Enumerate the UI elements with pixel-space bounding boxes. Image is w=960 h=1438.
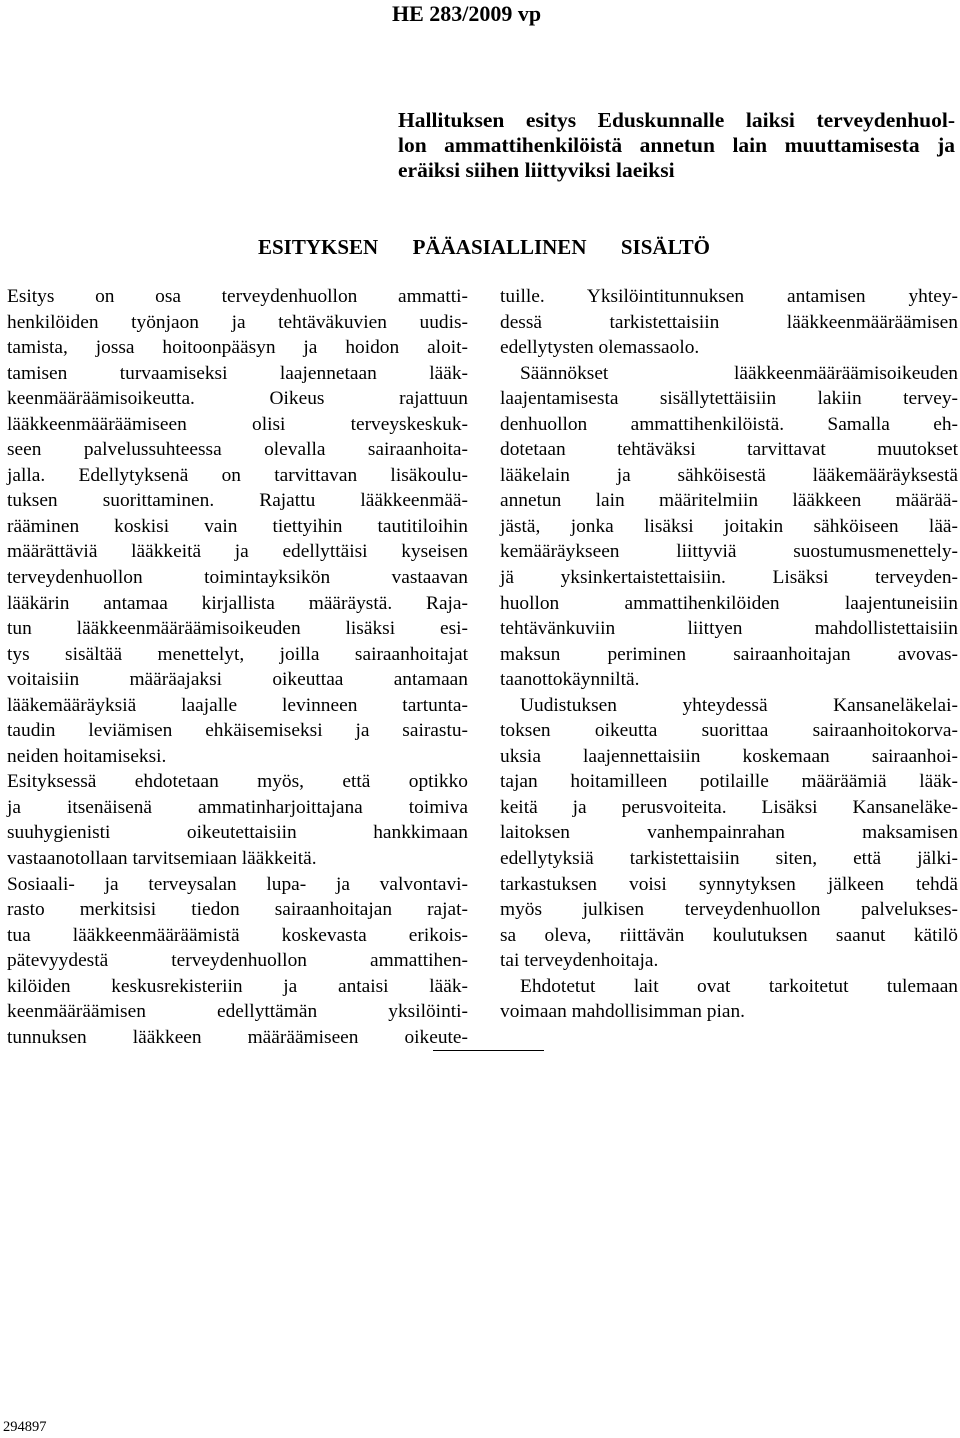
text-line: denhuollon ammattihenkilöistä. Samalla eh- xyxy=(500,413,958,435)
document-title xyxy=(398,108,955,183)
text-line: Ehdotetut lait ovat tarkoitetut tulemaan xyxy=(520,975,958,997)
section-heading: ESITYKSEN PÄÄASIALLINEN SISÄLTÖ xyxy=(258,235,710,259)
end-separator-line xyxy=(433,1050,544,1051)
text-line: jästä, jonka lisäksi joitakin sähköiseen lää- xyxy=(500,515,958,537)
text-line: lääkelain ja sähköisestä lääkemääräyksestä xyxy=(500,464,958,486)
text-line: sa oleva, riittävän koulutuksen saanut kätilö xyxy=(500,924,958,946)
text-line: määrättäviä lääkkeitä ja edellyttäisi kyseisen xyxy=(7,541,468,563)
text-line: tajan hoitamilleen potilaille määräämiä lääk- xyxy=(500,771,958,793)
text-line: tamista, jossa hoitoonpääsyn ja hoidon aloit- xyxy=(7,337,468,359)
text-line: huollon ammattihenkilöiden laajentuneisiin xyxy=(500,592,958,614)
text-line: neiden hoitamiseksi. xyxy=(7,745,167,767)
left-paragraph-2 xyxy=(7,769,468,871)
text-line: tua lääkkeenmääräämistä koskevasta erikois- xyxy=(7,924,468,946)
left-paragraph-1 xyxy=(7,284,468,769)
text-line: keitä ja perusvoiteita. Lisäksi Kansaneläke- xyxy=(500,796,958,818)
text-line: keenmääräämisen edellyttämän yksilöinti- xyxy=(7,1001,468,1023)
text-line: tys sisältää menettelyt, joilla sairaanhoitajat xyxy=(7,643,468,665)
right-paragraph-4 xyxy=(500,974,958,1025)
text-line: Hallituksen esitys Eduskunnalle laiksi terveydenhuol- xyxy=(398,108,955,132)
right-column xyxy=(500,284,958,1025)
document-id: HE 283/2009 vp xyxy=(392,1,542,26)
text-line: kemääräykseen liittyviä suostumusmenettely- xyxy=(500,541,958,563)
text-line: dessä tarkistettaisiin lääkkeenmääräämisen xyxy=(500,311,958,333)
text-line: Säännökset lääkkeenmääräämisoikeuden xyxy=(520,362,958,384)
text-line: ja itsenäisenä ammatinharjoittajana toimiva xyxy=(7,796,468,818)
text-line: uksia laajennettaisiin koskemaan sairaanhoi- xyxy=(500,745,958,767)
left-column xyxy=(7,284,468,1050)
text-line: jä yksinkertaistettaisiin. Lisäksi terveyden- xyxy=(500,567,958,589)
text-line: seen palvelussuhteessa olevalla sairaanhoita- xyxy=(7,439,468,461)
left-paragraph-3 xyxy=(7,872,468,1051)
text-line: Sosiaali- ja terveysalan lupa- ja valvontavi- xyxy=(7,873,468,895)
text-line: lääkemääräyksiä laajalle levinneen tartunta- xyxy=(7,694,468,716)
text-line: terveydenhuollon toimintayksikön vastaavan xyxy=(7,567,468,589)
text-line: lääkkeenmääräämiseen olisi terveyskeskuk- xyxy=(7,413,468,435)
text-line: tuksen suorittaminen. Rajattu lääkkeenmää- xyxy=(7,490,468,512)
text-line: tun lääkkeenmääräämisoikeuden lisäksi esi- xyxy=(7,618,468,640)
text-line: toksen oikeutta suorittaa sairaanhoitokorva- xyxy=(500,720,958,742)
text-line: maksun periminen sairaanhoitajan avovas- xyxy=(500,643,958,665)
text-line: lääkärin antamaa kirjallista määräystä. Raja- xyxy=(7,592,468,614)
text-line: tai terveydenhoitaja. xyxy=(500,950,659,972)
text-line: tehtävänkuviin liittyen mahdollistettaisiin xyxy=(500,618,958,640)
text-line: eräiksi siihen liittyviksi laeiksi xyxy=(398,158,675,182)
text-line: suuhygienisti oikeutettaisiin hankkimaan xyxy=(7,822,468,844)
text-line: lon ammattihenkilöistä annetun lain muuttamisesta ja xyxy=(398,133,955,157)
text-line: tamisen turvaamiseksi laajennetaan lääk- xyxy=(7,362,468,384)
text-line: Esityksessä ehdotetaan myös, että optikko xyxy=(7,771,468,793)
right-paragraph-2 xyxy=(500,361,958,693)
text-line: tunnuksen lääkkeen määräämiseen oikeute- xyxy=(7,1026,468,1048)
right-paragraph-3 xyxy=(500,693,958,974)
page-number: 294897 xyxy=(3,1419,47,1435)
text-line: kilöiden keskusrekisteriin ja antaisi lääk- xyxy=(7,975,468,997)
text-line: taanottokäynniltä. xyxy=(500,669,640,691)
text-line: Uudistuksen yhteydessä Kansaneläkelai- xyxy=(520,694,958,716)
text-line: Esitys on osa terveydenhuollon ammatti- xyxy=(7,286,468,307)
text-line: laajentamisesta sisällytettäisiin lakiin tervey- xyxy=(500,388,958,410)
text-line: vastaanotollaan tarvitsemiaan lääkkeitä. xyxy=(7,848,317,870)
text-line: henkilöiden työnjaon ja tehtäväkuvien uudis- xyxy=(7,311,468,333)
text-line: jalla. Edellytyksenä on tarvittavan lisäkoulu- xyxy=(7,464,468,486)
text-line: voimaan mahdollisimman pian. xyxy=(500,1001,746,1023)
text-line: voitaisiin määräajaksi oikeuttaa antamaan xyxy=(7,669,468,691)
text-line: laitoksen vanhempainrahan maksamisen xyxy=(500,822,958,844)
text-line: myös julkisen terveydenhuollon palvelukses- xyxy=(500,899,958,921)
text-line: edellytyksiä tarkistettaisiin siten, että jälki- xyxy=(500,848,958,870)
text-line: keenmääräämisoikeutta. Oikeus rajattuun xyxy=(7,388,468,410)
text-line: annetun lain määritelmiin lääkkeen määrää- xyxy=(500,490,958,512)
text-line: tarkastuksen voisi synnytyksen jälkeen tehdä xyxy=(500,873,958,895)
text-line: dotetaan tehtäväksi tarvittavat muutokset xyxy=(500,439,958,461)
text-line: pätevyydestä terveydenhuollon ammattihen- xyxy=(7,950,468,972)
text-line: taudin leviämisen ehkäisemiseksi ja sairastu- xyxy=(7,720,468,742)
right-paragraph-1 xyxy=(500,284,958,361)
text-line: edellytysten olemassaolo. xyxy=(500,337,700,359)
text-line: rääminen koskisi vain tiettyihin tautitiloihin xyxy=(7,515,468,537)
text-line: rasto merkitsisi tiedon sairaanhoitajan rajat- xyxy=(7,899,468,921)
text-line: tuille. Yksilöintitunnuksen antamisen yhtey- xyxy=(500,286,958,307)
